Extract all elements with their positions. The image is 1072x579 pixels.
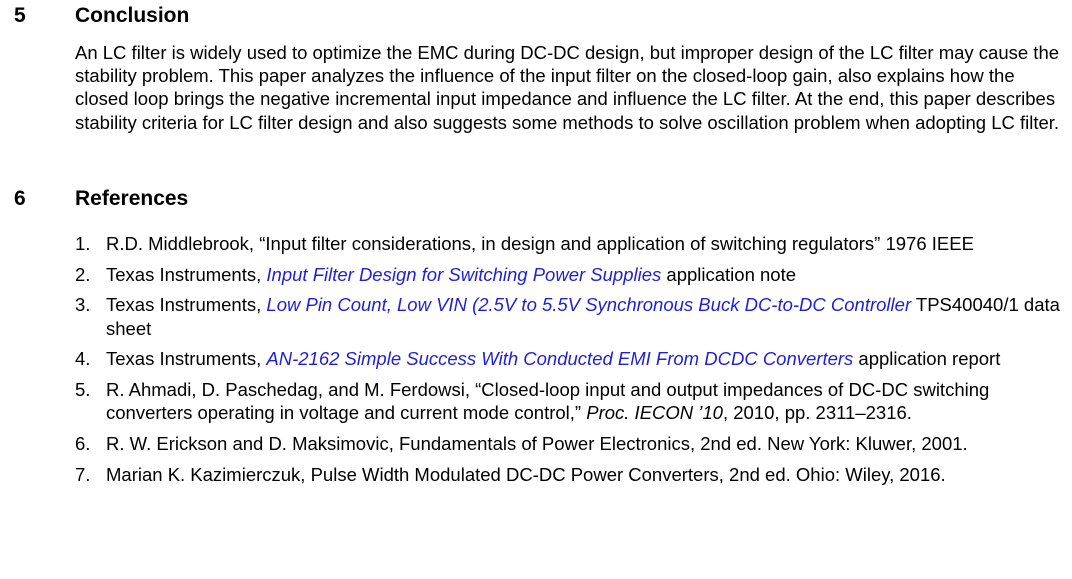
reference-text: R. W. Erickson and D. Maksimovic, Fundamentals of Power Electronics, 2nd ed. New York: Kluwer, 2001. [106, 432, 968, 454]
reference-suffix: application note [661, 263, 797, 285]
section-title: Conclusion [75, 4, 190, 27]
reference-prefix: Texas Instruments, [106, 263, 267, 285]
reference-number: 5. [75, 379, 91, 401]
reference-prefix: R. Ahmadi, D. Paschedag, and M. Ferdowsi, “Closed-loop input and output impedances of DC-DC switching converters operating in voltage and current mode control,” [106, 379, 990, 424]
references-heading [0, 185, 1072, 213]
reference-text: R.D. Middlebrook, “Input filter considerations, in design and application of switching regulators” 1976 IEEE [106, 233, 974, 254]
reference-suffix: , 2010, pp. 2311–2316. [722, 402, 912, 424]
reference-journal: Proc. IECON ’10 [586, 402, 723, 424]
reference-list [75, 232, 1065, 493]
reference-number: 3. [75, 294, 91, 316]
reference-item [75, 263, 1065, 286]
reference-prefix: Texas Instruments, [106, 294, 267, 316]
conclusion-heading [0, 2, 1072, 30]
reference-link[interactable]: AN-2162 Simple Success With Conducted EMI From DCDC Converters [266, 348, 854, 370]
reference-text: Marian K. Kazimierczuk, Pulse Width Modulated DC-DC Power Converters, 2nd ed. Ohio: Wiley, 2016. [106, 463, 946, 485]
reference-number: 4. [75, 348, 91, 370]
reference-item [75, 347, 1065, 370]
section-number: 5 [14, 4, 26, 27]
reference-suffix: application report [853, 348, 1001, 370]
reference-suffix: TPS40040/1 data sheet [106, 294, 1060, 339]
reference-item [75, 232, 1065, 255]
reference-number: 6. [75, 432, 91, 454]
reference-link[interactable]: Low Pin Count, Low VIN (2.5V to 5.5V Synchronous Buck DC-to-DC Controller [266, 294, 912, 316]
reference-number: 1. [75, 233, 91, 254]
reference-item [75, 463, 1065, 486]
reference-item [75, 432, 1065, 455]
section-number: 6 [14, 187, 26, 210]
conclusion-paragraph: An LC filter is widely used to optimize the EMC during DC-DC design, but improper design of the LC filter may cause the stability problem. This paper analyzes the influence of the input filter on the closed-loop gain, also explains how the closed loop brings the negative incremental input impedance and influence the LC filter. At the end, this paper describes stability criteria for LC filter design and also suggests some methods to solve oscillation problem when adopting LC filter. [75, 42, 1060, 133]
section-title: References [75, 187, 189, 210]
reference-item [75, 378, 1065, 424]
reference-prefix: Texas Instruments, [106, 348, 267, 370]
reference-link[interactable]: Input Filter Design for Switching Power Supplies [266, 263, 662, 285]
reference-number: 2. [75, 263, 91, 285]
reference-item [75, 293, 1065, 339]
reference-number: 7. [75, 463, 91, 485]
